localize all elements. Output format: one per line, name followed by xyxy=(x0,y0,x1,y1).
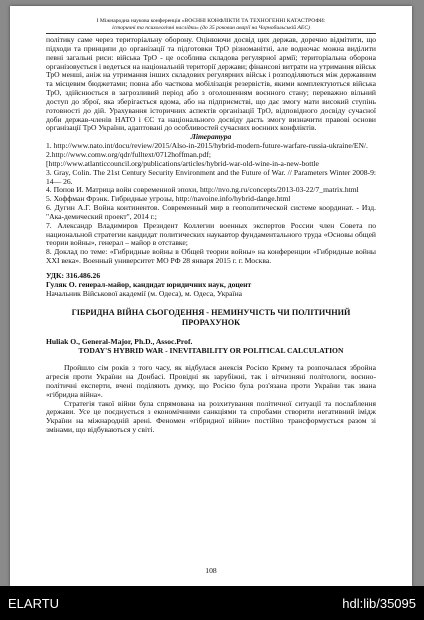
article-title-ua: ГІБРИДНА ВІЙНА СЬОГОДЕННЯ - НЕМИНУЧІСТЬ ЧИ ПОЛІТИЧНИЙ ПРОРАХУНОК xyxy=(71,308,351,328)
abstract-paragraph-1: Пройшло сім років з того часу, як відбулася анексія Росією Криму та розпочалася збройна агресія проти України на Донбасі. Провідні як зарубіжні, так і вітчизняні політологи, воєнно-політичні експерти, вчені поділяють думку, що Росією була роз'язана проти України так звана «гібридна війна». xyxy=(46,363,376,399)
running-header xyxy=(46,18,376,34)
reference-item: 4. Попов И. Матрица войн современной эпохи, http://nvo.ng.ru/concepts/2013-03-22/7_matrix.html xyxy=(46,185,359,195)
header-line-1: І Міжнародна наукова конференція «ВОЄННІ КОНФЛІКТИ ТА ТЕХНОГЕННІ КАТАСТРОФИ: xyxy=(96,18,326,24)
document-page xyxy=(10,6,412,586)
reference-item: 6. Дугин А.Г. Война континентов. Современный мир в геополитической системе координат. - Изд. "Ака-демический проект", 2014 г.; xyxy=(46,203,376,221)
reference-item: 8. Доклад по теме: «Гибридные войны в Общей теории войны» на конференции «Гибридные войны XXI века». Военный университет МО РФ 28 января 2015 г. г. Москва. xyxy=(46,247,376,266)
references-list xyxy=(46,142,376,266)
body-paragraph: політику саме через територіальну оборону. Оцінюючи досвід цих держав, доречно відмітити, що підходи та принципи до організації та підготовки ТрО різноманітні, але водночас можна виділити певні загальні риси: війська ТрО - це особлива складова регулярної армії; територіальна оборона організовується і ведеться на національній території держави; фінансові витрати на утримання військ ТрО менші, аніж на утримання інших складових регулярних військ і розподіляються між державним та місцевим бюджетами; повна або часткова мобілізація резервістів, якими комплектуються війська ТрО, здійснюється в загрозливий період або з оголошенням воєнного стану; переважно вільний доступ до зброї, яка зберігається вдома, або на підприємстві, що дає змогу мати високий ступінь готовності до дій. Урахування історичних аспектів організації ТрО, відповідного досвіду сучасної доби держав-членів НАТО і ЄС та національного досвіду дасть змогу визначити правові основи організації ТрО України, адаптовані до особливостей сучасних воєнних конфліктів. xyxy=(46,35,376,133)
reference-item: 1. http://www.nato.int/docu/review/2015/Also-in-2015/hybrid-modern-future-warfare-russia-ukraine/EN/. xyxy=(46,141,368,151)
page-number: 108 xyxy=(205,566,217,575)
author-en: Huliak O., General-Major, Ph.D., Assoc.Prof. xyxy=(46,337,193,347)
reference-item: 2.http://www.comw.org/qdr/fulltext/0712hoffman.pdf; [http://www.atlanticcouncil.org/publications/articles/hybrid-war-old-wine-in-a-new-bottle xyxy=(46,149,319,168)
udc-code: УДК: 316.486.26 xyxy=(46,270,101,280)
references-title: Література xyxy=(190,132,232,142)
footer-bar xyxy=(0,586,424,620)
reference-item: 3. Gray, Colin. The 21st Century Security Environment and the Future of War. // Parameters Winter 2008-9: 14— 26. xyxy=(46,167,376,186)
author-line: Гуляк О. генерал-майор, кандидат юридичних наук, доцент xyxy=(46,279,252,289)
header-line-2: історичні та психологічні наслідки» (до 35 роковин аварії на Чорнобильській АЕС) xyxy=(112,24,310,31)
reference-item: 5. Хоффман Фрэнк. Гибридные угрозы, http://navoine.info/hybrid-dange.html xyxy=(46,194,291,204)
reference-item: 7. Александр Владимиров Президент Коллегии военных экспертов России член Совета по национальной стратегии кандидат политических наукавтор фундаментального труда «Основы общей теории войны», генерал – майор в отставке; xyxy=(46,220,376,248)
repository-name: ELARTU xyxy=(8,596,60,611)
page-content xyxy=(46,36,376,435)
affiliation: Начальник Військової академії (м. Одеса), м. Одеса, Україна xyxy=(46,288,243,298)
handle-id: hdl:lib/35095 xyxy=(342,596,416,611)
title-en: TODAY'S HYBRID WAR - INEVITABILITY OR POLITICAL CALCULATION xyxy=(78,346,344,356)
abstract-paragraph-2: Стратегія такої війни була спрямована на розхитування політичної ситуації та послаблення держави. Усе це поєднується з економічними санкціями та спробами створити негативний імідж України на міжнародній арені. Феномен «гібридної війни» постійно трансформується разом зі змінами, що відбуваються у світі. xyxy=(46,398,376,435)
